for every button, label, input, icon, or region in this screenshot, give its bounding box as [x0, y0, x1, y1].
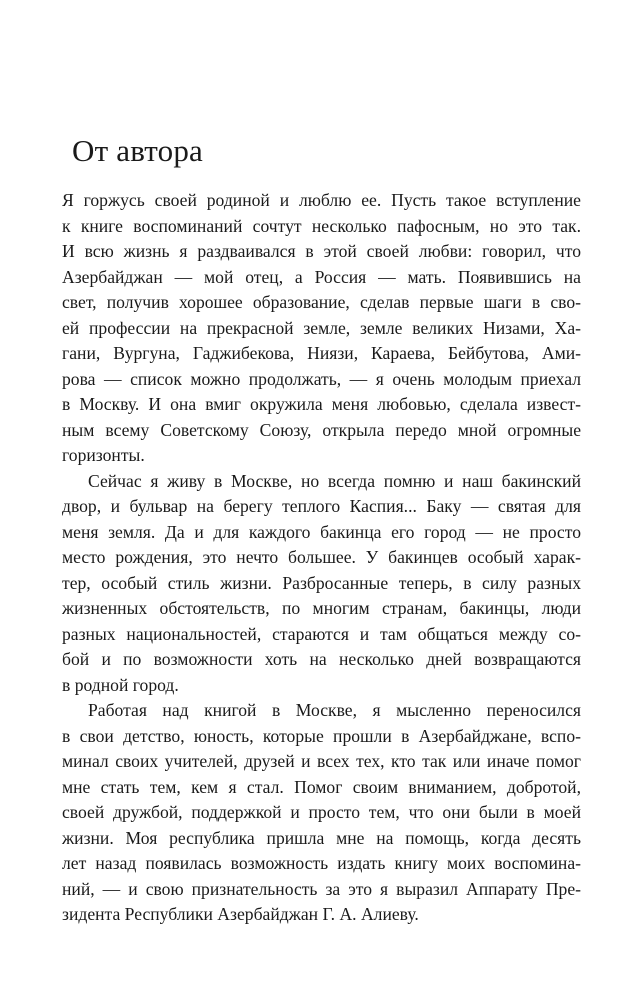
text-line: в Москву. И она вмиг окружила меня любовью, сделала извест-: [62, 394, 581, 414]
text-line: минал своих учителей, друзей и всех тех, кто так или иначе помог: [62, 751, 581, 771]
text-line: меня земля. Да и для каждого бакинца его город — не просто: [62, 521, 581, 542]
text-line: Работая над книгой в Москве, я мысленно переносился: [88, 700, 581, 720]
text-line: свет, получив хорошее образование, сделав первые шаги в сво-: [62, 292, 581, 312]
paragraph-2: [62, 469, 581, 699]
paragraph-1: [62, 188, 581, 469]
text-line: место рождения, это нечто большее. У бакинцев особый харак-: [62, 547, 581, 567]
text-line: зидента Республики Азербайджан Г. А. Алиеву.: [62, 904, 419, 924]
text-line: гани, Вургуна, Гаджибекова, Ниязи, Караева, Бейбутова, Ами-: [62, 343, 581, 363]
text-line: мне стать тем, кем я стал. Помог своим вниманием, добротой,: [62, 776, 581, 797]
text-line: Азербайджан — мой отец, а Россия — мать. Появившись на: [62, 266, 581, 287]
paragraph-3: [62, 698, 581, 928]
text-line: бой и по возможности хоть на несколько дней возвращаются: [62, 649, 581, 669]
text-line: в свои детство, юность, которые прошли в Азербайджане, вспо-: [62, 725, 581, 746]
text-line: рова — список можно продолжать, — я очень молодым приехал: [62, 368, 581, 389]
text-line: ным всему Советскому Союзу, открыла передо мной огромные: [62, 419, 581, 440]
text-line: горизонты.: [62, 445, 145, 465]
text-line: к книге воспоминаний сочтут несколько пафосным, но это так.: [62, 215, 581, 236]
text-line: лет назад появилась возможность издать книгу моих воспомина-: [62, 853, 581, 873]
text-line: в родной город.: [62, 674, 179, 695]
chapter-heading: От автора: [72, 132, 204, 168]
text-line: И всю жизнь я раздваивался в этой своей любви: говорил, что: [62, 241, 581, 261]
text-line: жизненных обстоятельств, по многим странам, бакинцы, люди: [62, 598, 581, 618]
text-line: ей профессии на прекрасной земле, земле великих Низами, Ха-: [62, 317, 581, 338]
text-line: ний, — и свою признательность за это я выразил Аппарату Пре-: [62, 878, 581, 899]
text-line: жизни. Моя республика пришла мне на помощь, когда десять: [62, 827, 581, 848]
text-line: своей дружбой, поддержкой и просто тем, что они были в моей: [62, 802, 581, 822]
text-line: Сейчас я живу в Москве, но всегда помню и наш бакинский: [88, 470, 581, 491]
chapter-text: [62, 188, 581, 928]
text-line: двор, и бульвар на берегу теплого Каспия... Баку — святая для: [62, 496, 581, 516]
text-line: тер, особый стиль жизни. Разбросанные теперь, в силу разных: [62, 572, 581, 593]
text-line: разных национальностей, стараются и там общаться между со-: [62, 623, 581, 644]
text-line: Я горжусь своей родиной и люблю ее. Пусть такое вступление: [62, 190, 581, 210]
